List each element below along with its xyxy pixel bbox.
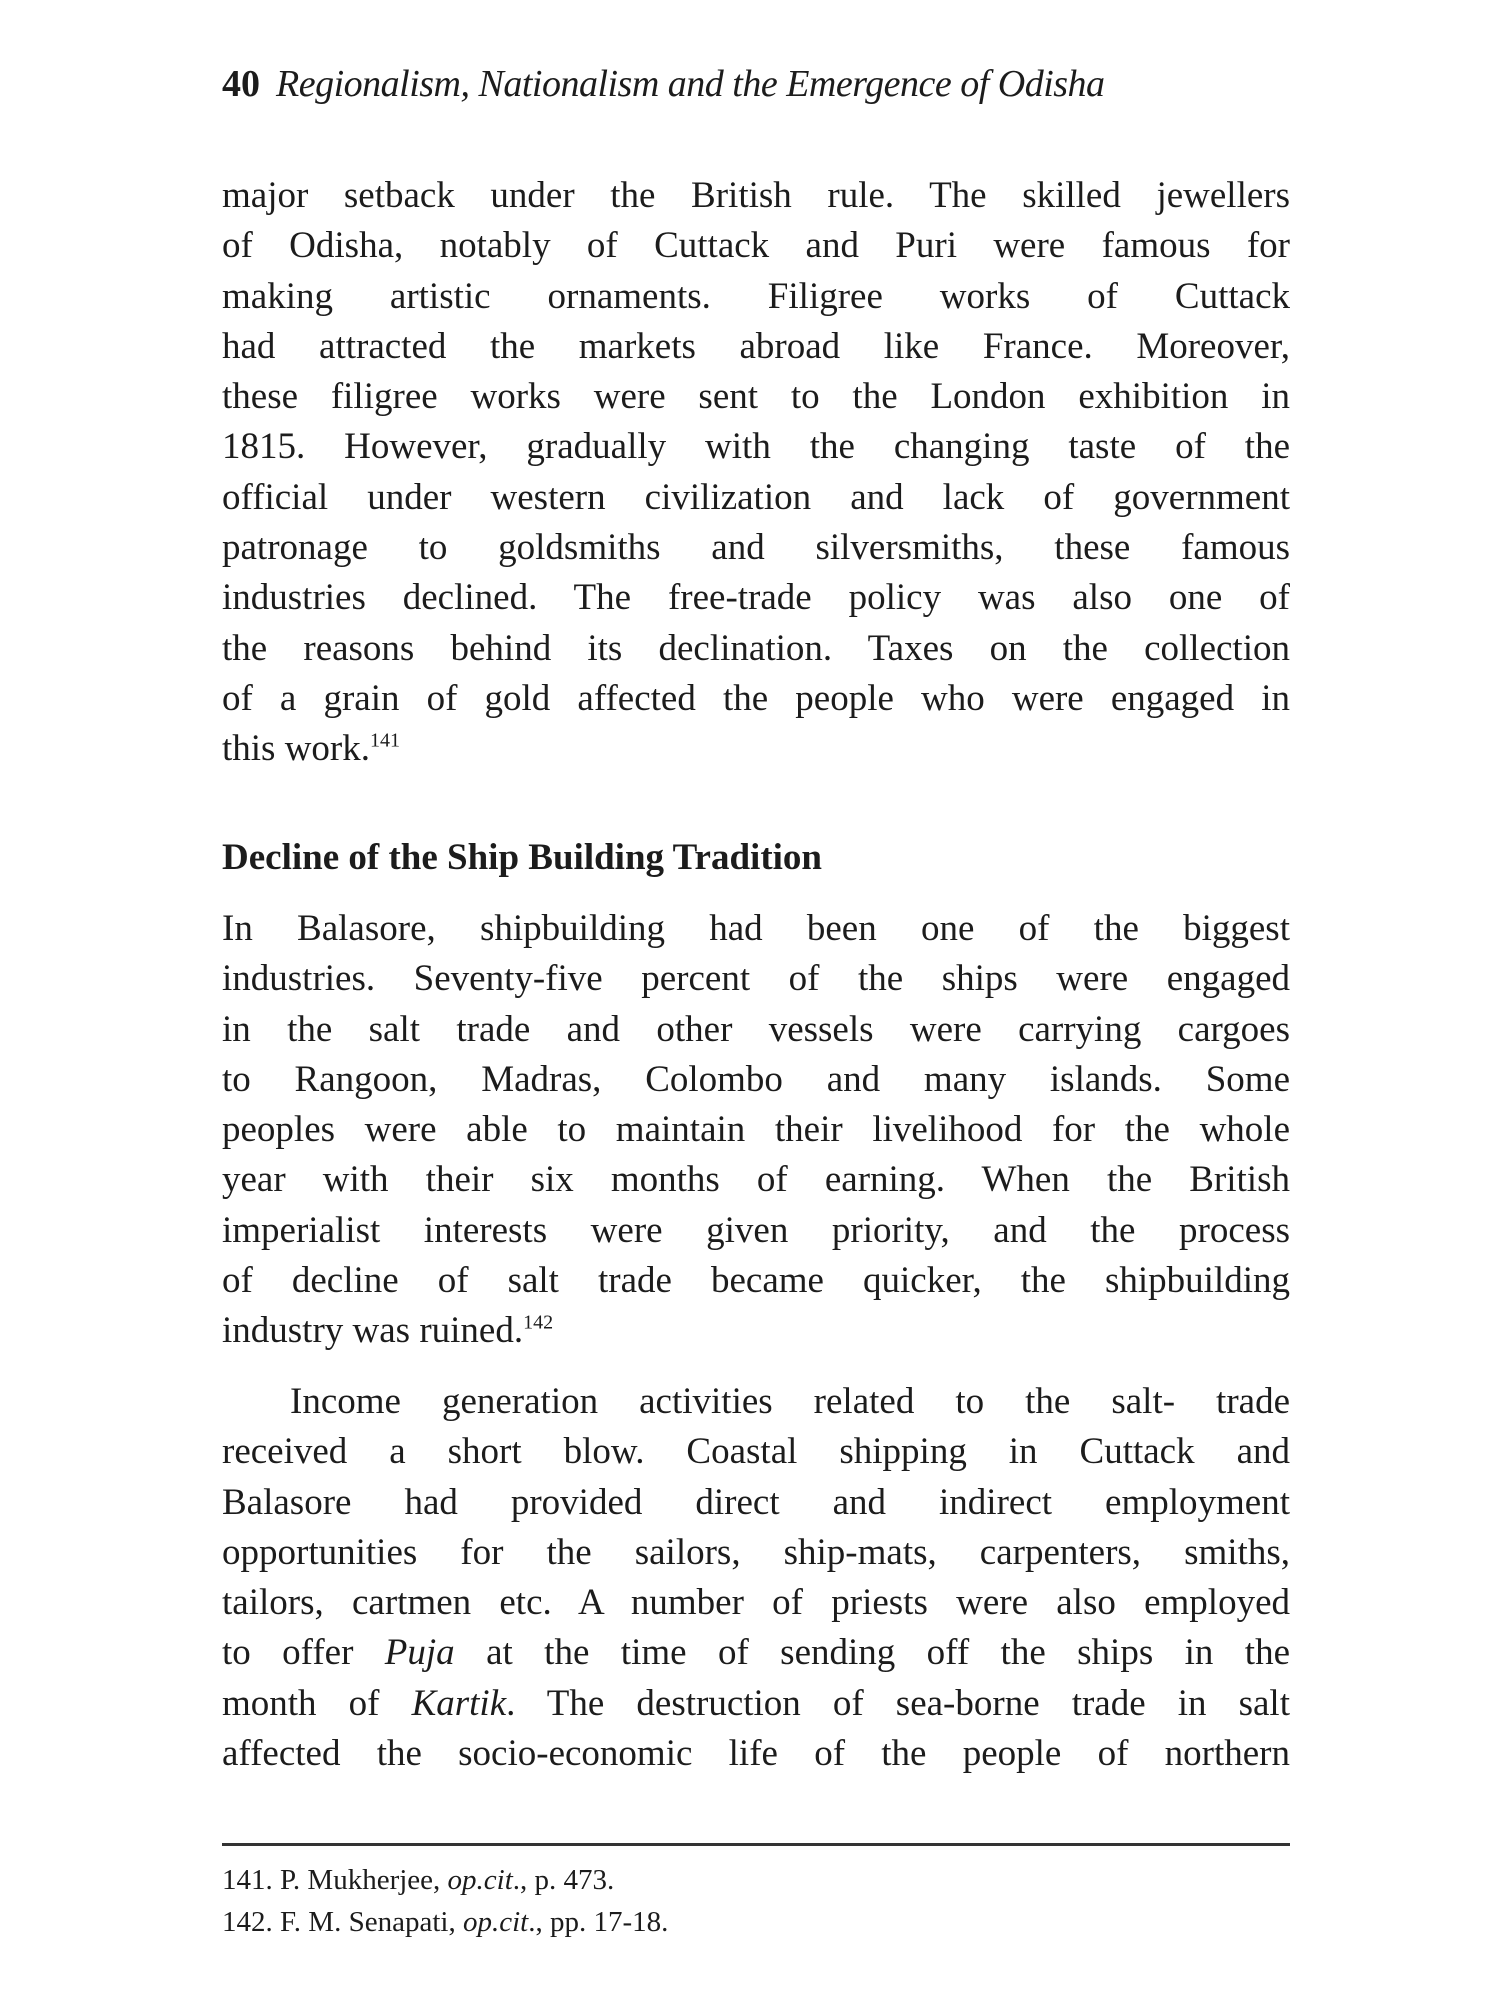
text-run: of decline of salt trade became quicker, the shipbuilding: [222, 1260, 1290, 1302]
text-run: major setback under the British rule. The skilled jewellers: [222, 175, 1290, 216]
text-run: peoples were able to maintain their livelihood for the whole: [222, 1109, 1290, 1151]
text-line: [222, 473, 1290, 523]
text-run: making artistic ornaments. Filigree works of Cuttack: [222, 275, 1290, 317]
text-run: Balasore had provided direct and indirect employment: [222, 1481, 1290, 1523]
running-header: [222, 62, 1105, 106]
text-line: [222, 272, 1290, 322]
text-run: opportunities for the sailors, ship-mats, carpenters, smiths,: [222, 1531, 1290, 1573]
text-line: [222, 1055, 1290, 1105]
page-number: 40: [222, 63, 260, 105]
text-run: ., pp. 17-18.: [528, 1906, 669, 1938]
text-line: [222, 422, 1290, 472]
text-run: of a grain of gold affected the people who were engaged in: [222, 677, 1290, 719]
text-run: tailors, cartmen etc. A number of priests were also employed: [222, 1582, 1290, 1624]
paragraph-salt-trade: [222, 1377, 1290, 1779]
text-run: . The destruction of sea-borne trade in salt: [506, 1682, 1290, 1724]
italic-term: op.cit: [447, 1864, 513, 1896]
footnote-141: [222, 1864, 614, 1897]
paragraph-jewellery: [222, 171, 1290, 775]
text-line: [222, 372, 1290, 422]
footnote-142: [222, 1906, 668, 1939]
text-run: ., p. 473.: [512, 1864, 615, 1896]
text-line: [222, 1478, 1290, 1528]
text-run: month of: [222, 1682, 412, 1724]
text-run: 142. F. M. Senapati,: [222, 1906, 463, 1938]
italic-term: Kartik: [411, 1682, 507, 1724]
text-run: industry was ruined.: [222, 1310, 524, 1352]
text-run: affected the socio-economic life of the people of northern: [222, 1733, 1290, 1775]
text-run: to Rangoon, Madras, Colombo and many islands. Some: [222, 1058, 1290, 1100]
text-line: [222, 322, 1290, 372]
text-run: imperialist interests were given priority, and the process: [222, 1209, 1290, 1251]
text-run: In Balasore, shipbuilding had been one of the biggest: [222, 908, 1290, 949]
text-run: 141. P. Mukherjee,: [222, 1864, 448, 1896]
text-run: the reasons behind its declination. Taxes on the collection: [222, 627, 1290, 669]
running-title: Regionalism, Nationalism and the Emergence of Odisha: [276, 63, 1105, 105]
text-run: to offer: [222, 1632, 385, 1674]
text-line: [222, 1628, 1290, 1678]
text-run: official under western civilization and lack of government: [222, 476, 1290, 518]
text-line: [222, 523, 1290, 573]
text-line: [222, 954, 1290, 1004]
footnote-reference[interactable]: 142: [523, 1312, 554, 1335]
italic-term: op.cit: [462, 1906, 529, 1938]
text-run: these filigree works were sent to the London exhibition in: [222, 376, 1290, 418]
text-line: [222, 1729, 1290, 1779]
paragraph-shipbuilding: [222, 904, 1290, 1357]
text-line: [222, 1377, 1290, 1427]
italic-term: Puja: [384, 1632, 455, 1674]
text-line: [222, 1155, 1290, 1205]
text-line: [222, 1306, 1290, 1356]
text-run: had attracted the markets abroad like France. Moreover,: [222, 325, 1290, 367]
text-run: at the time of sending off the ships in the: [454, 1632, 1290, 1674]
section-heading: Decline of the Ship Building Tradition: [222, 837, 823, 878]
text-run: of Odisha, notably of Cuttack and Puri were famous for: [222, 225, 1290, 267]
text-run: received a short blow. Coastal shipping in Cuttack and: [222, 1431, 1290, 1473]
text-line: [222, 724, 1290, 774]
text-line: [222, 1427, 1290, 1477]
text-line: [222, 1105, 1290, 1155]
text-run: in the salt trade and other vessels were carrying cargoes: [222, 1008, 1290, 1050]
text-run: Income generation activities related to the salt- trade: [290, 1381, 1290, 1422]
footnote-reference[interactable]: 141: [370, 729, 400, 752]
text-run: industries. Seventy-five percent of the ships were engaged: [222, 958, 1290, 1000]
text-line: [222, 1206, 1290, 1256]
text-run: patronage to goldsmiths and silversmiths, these famous: [222, 527, 1290, 569]
text-line: [222, 1578, 1290, 1628]
text-run: year with their six months of earning. When the British: [222, 1159, 1290, 1201]
text-line: [222, 171, 1290, 221]
footnote-divider: [222, 1843, 1290, 1846]
text-run: this work.: [222, 728, 370, 770]
text-line: [222, 1679, 1290, 1729]
text-run: 1815. However, gradually with the changing taste of the: [222, 426, 1290, 468]
text-line: [222, 904, 1290, 954]
text-line: [222, 674, 1290, 724]
text-line: [222, 573, 1290, 623]
text-run: industries declined. The free-trade policy was also one of: [222, 577, 1290, 619]
text-line: [222, 1005, 1290, 1055]
text-line: [222, 1256, 1290, 1306]
text-line: [222, 221, 1290, 271]
text-line: [222, 1528, 1290, 1578]
text-line: [222, 624, 1290, 674]
